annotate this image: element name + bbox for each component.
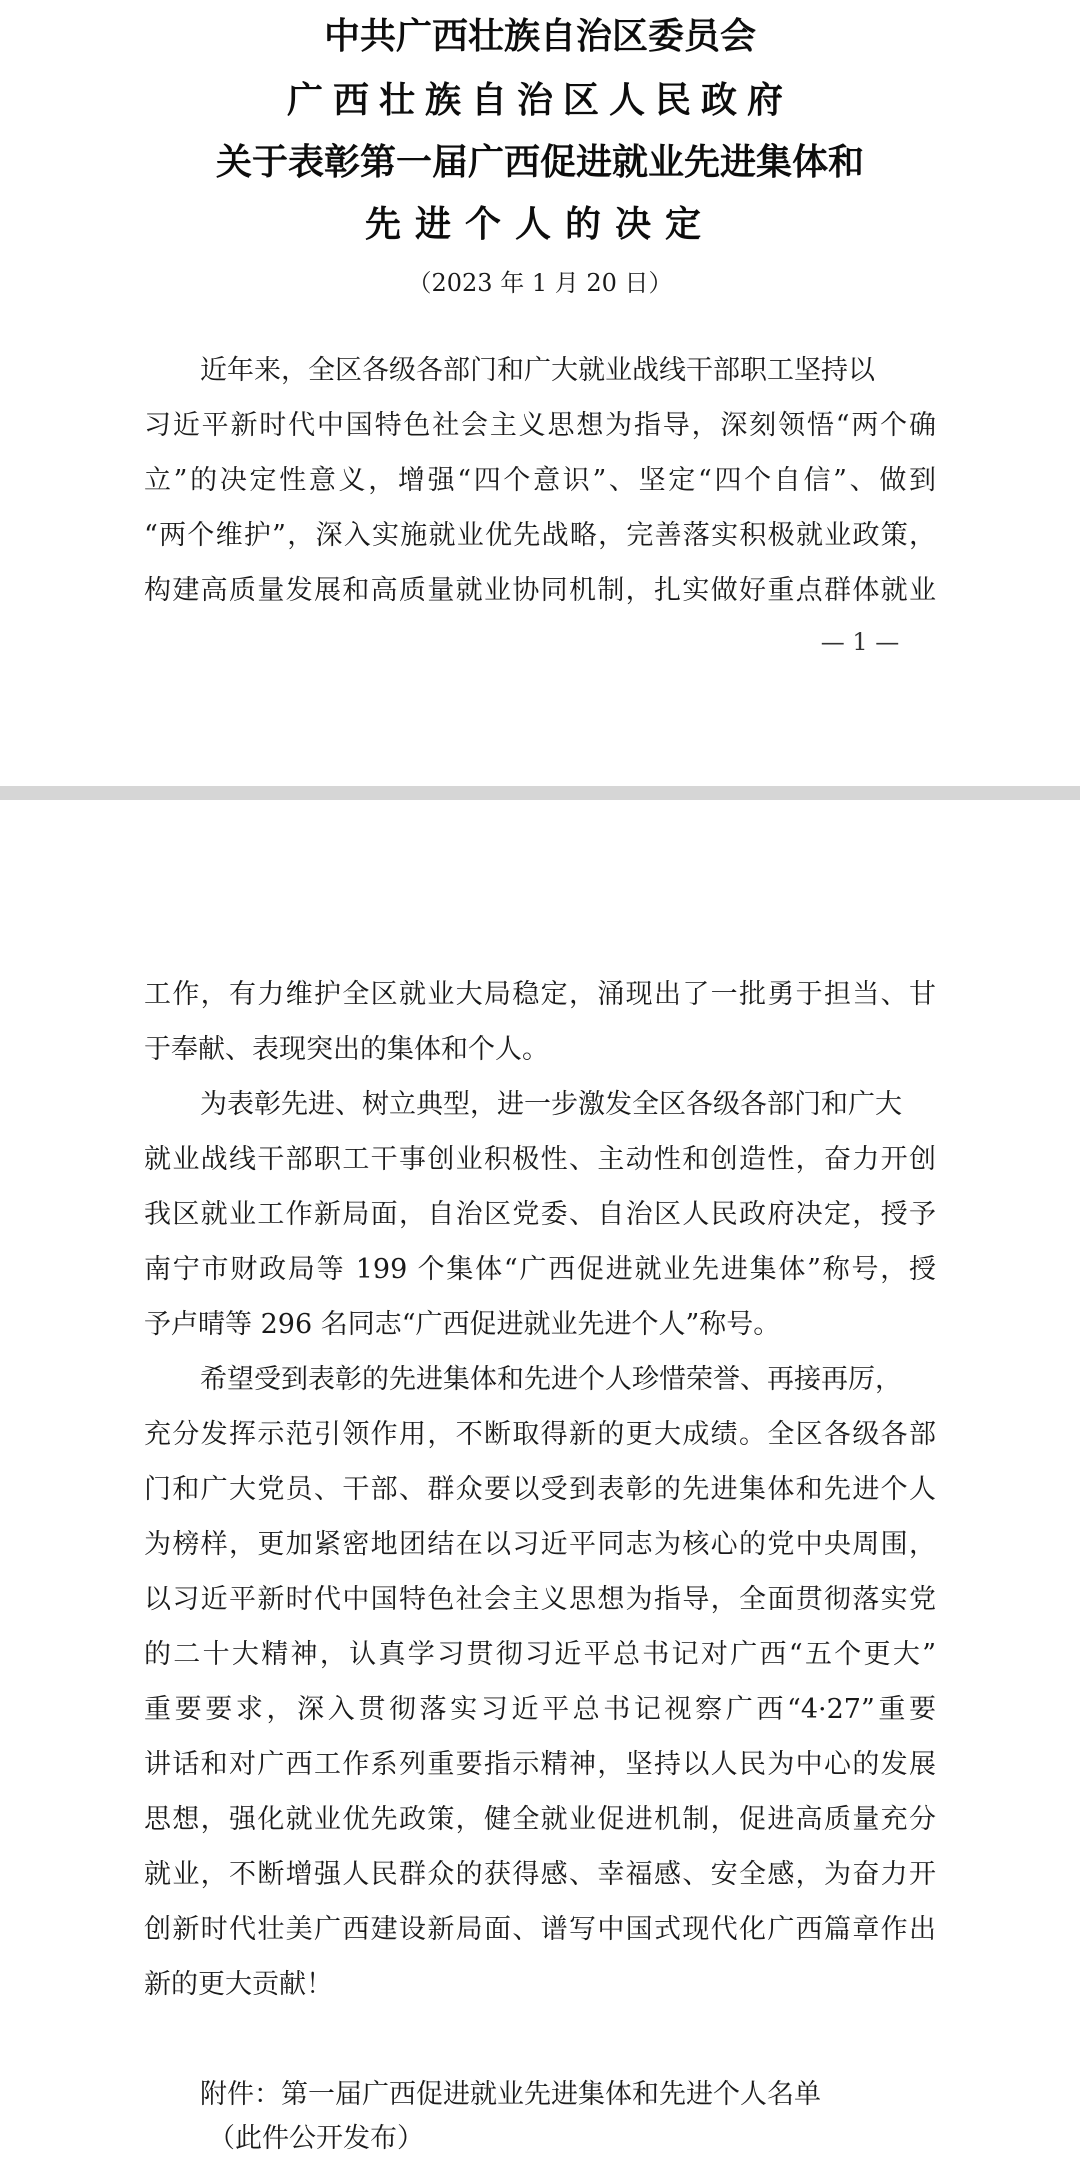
paragraph-line: 重要要求，深入贯彻落实习近平总书记视察广西“4·27”重要	[144, 1694, 936, 1725]
paragraph-line: 工作，有力维护全区就业大局稳定，涌现出了一批勇于担当、甘	[144, 979, 936, 1010]
paragraph-line: 就业，不断增强人民群众的获得感、幸福感、安全感，为奋力开	[144, 1859, 936, 1890]
document-title-line-1: 中共广西壮族自治区委员会	[323, 16, 756, 57]
document-page-2	[0, 800, 1080, 2154]
paragraph-line: 立”的决定性意义，增强“四个意识”、坚定“四个自信”、做到	[144, 465, 936, 496]
paragraph-line: 构建高质量发展和高质量就业协同机制，扎实做好重点群体就业	[144, 575, 936, 606]
paragraph-line: 新的更大贡献！	[144, 1969, 333, 2000]
document-title-line-2: 广西壮族自治区人民政府	[286, 80, 793, 121]
document-page-1	[0, 0, 1080, 786]
paragraph-line: 希望受到表彰的先进集体和先进个人珍惜荣誉、再接再厉，	[200, 1364, 902, 1395]
paragraph-line: 讲话和对广西工作系列重要指示精神，坚持以人民为中心的发展	[144, 1749, 936, 1780]
document-title-line-3: 关于表彰第一届广西促进就业先进集体和	[215, 142, 864, 183]
paragraph-line: 南宁市财政局等 199 个集体“广西促进就业先进集体”称号，授	[144, 1254, 936, 1285]
paragraph-line: 就业战线干部职工干事创业积极性、主动性和创造性，奋力开创	[144, 1144, 936, 1175]
paragraph-line: “两个维护”，深入实施就业优先战略，完善落实积极就业政策，	[144, 520, 936, 551]
paragraph-line: 近年来，全区各级各部门和广大就业战线干部职工坚持以	[200, 355, 875, 386]
paragraph-line: 予卢晴等 296 名同志“广西促进就业先进个人”称号。	[144, 1309, 781, 1340]
document-date: （2023 年 1 月 20 日）	[407, 269, 673, 297]
paragraph-line: 于奉献、表现突出的集体和个人。	[144, 1034, 549, 1065]
paragraph-line: 习近平新时代中国特色社会主义思想为指导，深刻领悟“两个确	[144, 410, 936, 441]
paragraph-line: 思想，强化就业优先政策，健全就业促进机制，促进高质量充分	[144, 1804, 936, 1835]
document-title-line-4: 先进个人的决定	[364, 204, 715, 245]
paragraph-line: 门和广大党员、干部、群众要以受到表彰的先进集体和先进个人	[144, 1474, 936, 1505]
paragraph-line: 为榜样，更加紧密地团结在以习近平同志为核心的党中央周围，	[144, 1529, 936, 1560]
paragraph-line: 充分发挥示范引领作用，不断取得新的更大成绩。全区各级各部	[144, 1419, 936, 1450]
page-number: — 1 —	[820, 628, 900, 656]
attachment-line: 附件：第一届广西促进就业先进集体和先进个人名单	[200, 2079, 821, 2110]
paragraph-line: 的二十大精神，认真学习贯彻习近平总书记对广西“五个更大”	[144, 1639, 936, 1670]
paragraph-line: 我区就业工作新局面，自治区党委、自治区人民政府决定，授予	[144, 1199, 936, 1230]
paragraph-line: 为表彰先进、树立典型，进一步激发全区各级各部门和广大	[200, 1089, 902, 1120]
paragraph-line: 创新时代壮美广西建设新局面、谱写中国式现代化广西篇章作出	[144, 1914, 936, 1945]
publish-note: （此件公开发布）	[208, 2123, 424, 2154]
paragraph-line: 以习近平新时代中国特色社会主义思想为指导，全面贯彻落实党	[144, 1584, 936, 1615]
page-separator	[0, 786, 1080, 800]
